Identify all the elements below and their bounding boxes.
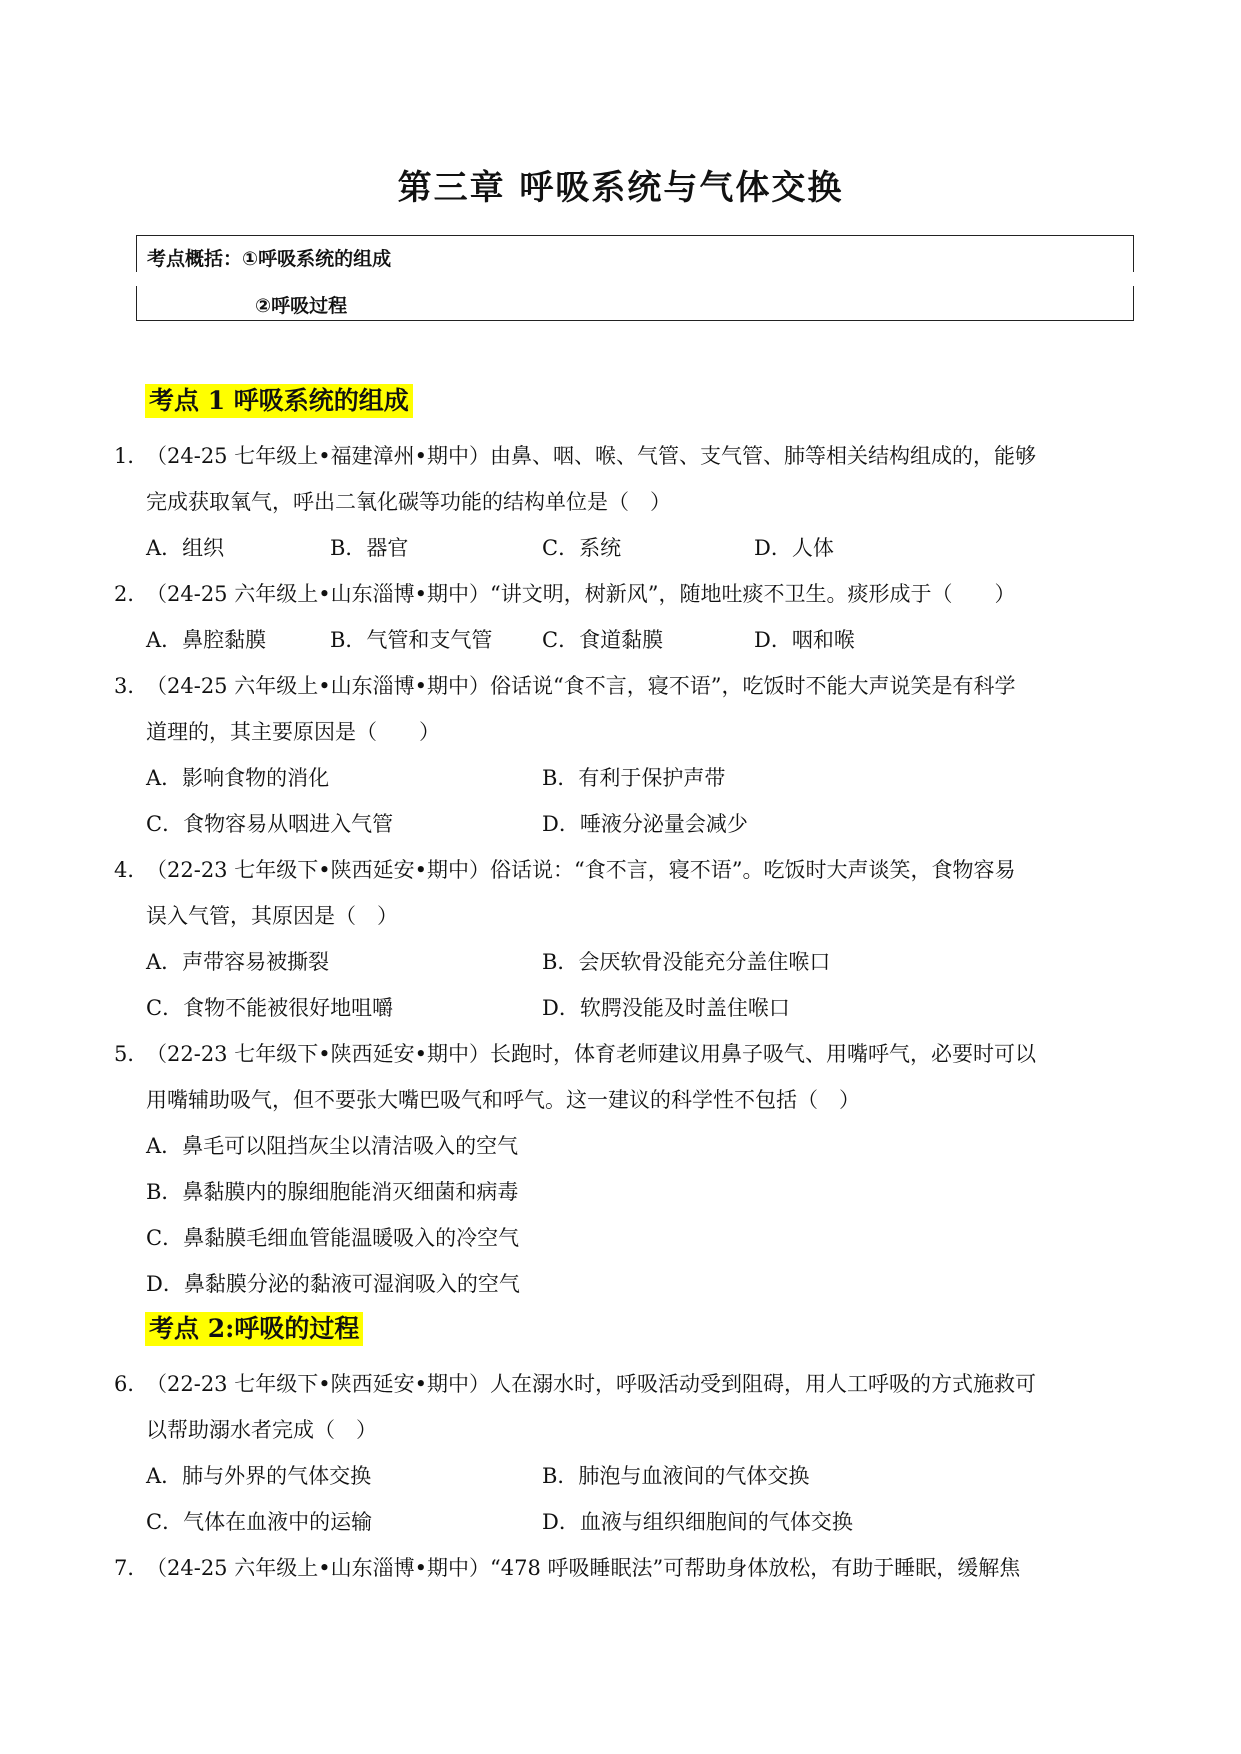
option-a: A．鼻腔黏膜 [146,628,267,652]
option-c: C．食道黏膜 [542,628,664,652]
question-number: 6． [114,1372,149,1396]
option-a: A．影响食物的消化 [146,766,330,790]
question-text: （24-25 六年级上•山东淄博•期中）俗话说“食不言，寝不语”，吃饭时不能大声说笑是有科学 [146,674,1016,698]
question-4 [114,847,1124,939]
question-text: （22-23 七年级下•陕西延安•期中）人在溺水时，呼吸活动受到阻碍，用人工呼吸的方式施救可 [146,1372,1036,1396]
option-b: B．气管和支气管 [330,628,493,652]
summary-box-line2 [136,286,1134,321]
option-c: C．系统 [542,536,622,560]
option-d: D．血液与组织细胞间的气体交换 [542,1510,853,1534]
option-a: A．鼻毛可以阻挡灰尘以清洁吸入的空气 [146,1134,519,1158]
question-number: 5． [114,1042,149,1066]
question-text-cont: 以帮助溺水者完成（ ） [146,1418,377,1442]
option-d: D．软腭没能及时盖住喉口 [542,996,790,1020]
question-text: （22-23 七年级下•陕西延安•期中）长跑时，体育老师建议用鼻子吸气、用嘴呼气，必要时可以 [146,1042,1036,1066]
option-c: C．食物容易从咽进入气管 [146,812,394,836]
option-d: D．鼻黏膜分泌的黏液可湿润吸入的空气 [146,1272,520,1296]
question-text-cont: 用嘴辅助吸气，但不要张大嘴巴吸气和呼气。这一建议的科学性不包括（ ） [146,1088,860,1112]
option-c: C．鼻黏膜毛细血管能温暖吸入的冷空气 [146,1226,520,1250]
option-d: D．人体 [754,536,834,560]
question-number: 1． [114,444,149,468]
summary-text-1: 考点概括：①呼吸系统的组成 [147,248,392,270]
question-text: （22-23 七年级下•陕西延安•期中）俗话说：“食不言，寝不语”。吃饭时大声谈笑，食物容易 [146,858,1016,882]
question-number: 4． [114,858,149,882]
question-text-cont: 误入气管，其原因是（ ） [146,904,398,928]
option-b: B．肺泡与血液间的气体交换 [542,1464,810,1488]
option-a: A．肺与外界的气体交换 [146,1464,372,1488]
question-7 [114,1545,1124,1591]
question-3 [114,663,1124,755]
page-title: 第三章 呼吸系统与气体交换 [397,168,844,208]
summary-box-line1 [136,235,1134,272]
option-d: D．唾液分泌量会减少 [542,812,748,836]
option-c: C．气体在血液中的运输 [146,1510,373,1534]
question-1 [114,433,1124,525]
question-text: （24-25 六年级上•山东淄博•期中）“讲文明，树新风”，随地吐痰不卫生。痰形成于（ ） [146,582,1016,606]
question-number: 3． [114,674,149,698]
option-d: D．咽和喉 [754,628,855,652]
question-6 [114,1361,1124,1453]
question-2 [114,571,1124,617]
question-text-cont: 完成获取氧气，呼出二氧化碳等功能的结构单位是（ ） [146,490,671,514]
option-a: A．组织 [146,536,225,560]
question-text: （24-25 七年级上•福建漳州•期中）由鼻、咽、喉、气管、支气管、肺等相关结构组成的，能够 [146,444,1036,468]
option-b: B．会厌软骨没能充分盖住喉口 [542,950,831,974]
option-b: B．器官 [330,536,409,560]
question-text-cont: 道理的，其主要原因是（ ） [146,720,440,744]
summary-text-2: ②呼吸过程 [255,295,348,317]
question-number: 7． [114,1556,149,1580]
option-b: B．有利于保护声带 [542,766,726,790]
option-c: C．食物不能被很好地咀嚼 [146,996,394,1020]
option-b: B．鼻黏膜内的腺细胞能消灭细菌和病毒 [146,1180,519,1204]
question-number: 2． [114,582,149,606]
question-5 [114,1031,1124,1123]
option-a: A．声带容易被撕裂 [146,950,330,974]
section-heading-1: 考点 1 呼吸系统的组成 [145,384,413,418]
question-text: （24-25 六年级上•山东淄博•期中）“478 呼吸睡眠法”可帮助身体放松，有助于睡眠，缓解焦 [146,1556,1021,1580]
section-heading-2: 考点 2:呼吸的过程 [145,1312,363,1346]
